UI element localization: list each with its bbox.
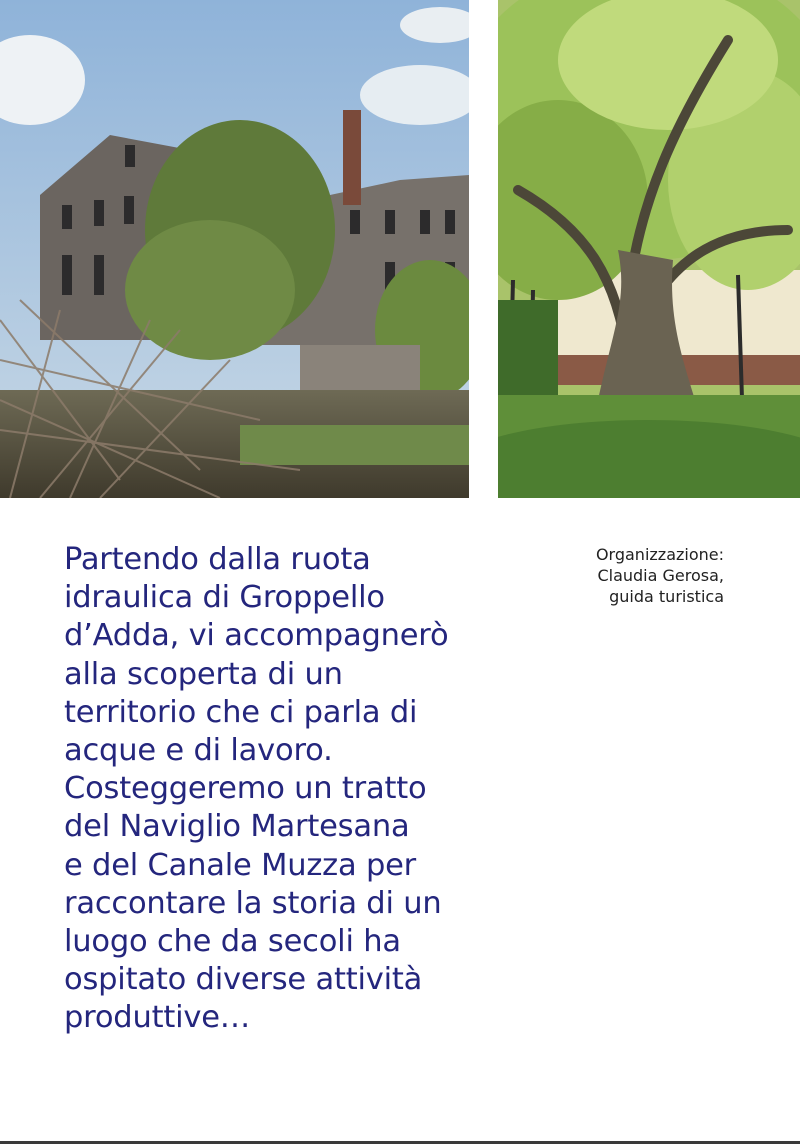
organizer-name: Claudia Gerosa, (597, 566, 724, 585)
photo-old-mill (0, 0, 469, 498)
organizer-credits (596, 544, 724, 607)
photo-old-tree (498, 0, 800, 498)
organizer-label: Organizzazione: (595, 545, 724, 564)
abandoned-mill-building-icon (0, 0, 469, 498)
organizer-role: guida turistica (609, 587, 724, 606)
intro-paragraph: Partendo dalla ruota idraulica di Groppello d’Adda, vi accompagnerò alla scoperta di un territorio che ci parla di acque e di lavoro. Costeggeremo un tratto del Naviglio Martesana e del Canale Muzza per raccontare la storia di un luogo che da secoli ha ospitato diverse attività produttive… (64, 542, 449, 1036)
old-mulberry-tree-icon (498, 0, 800, 498)
